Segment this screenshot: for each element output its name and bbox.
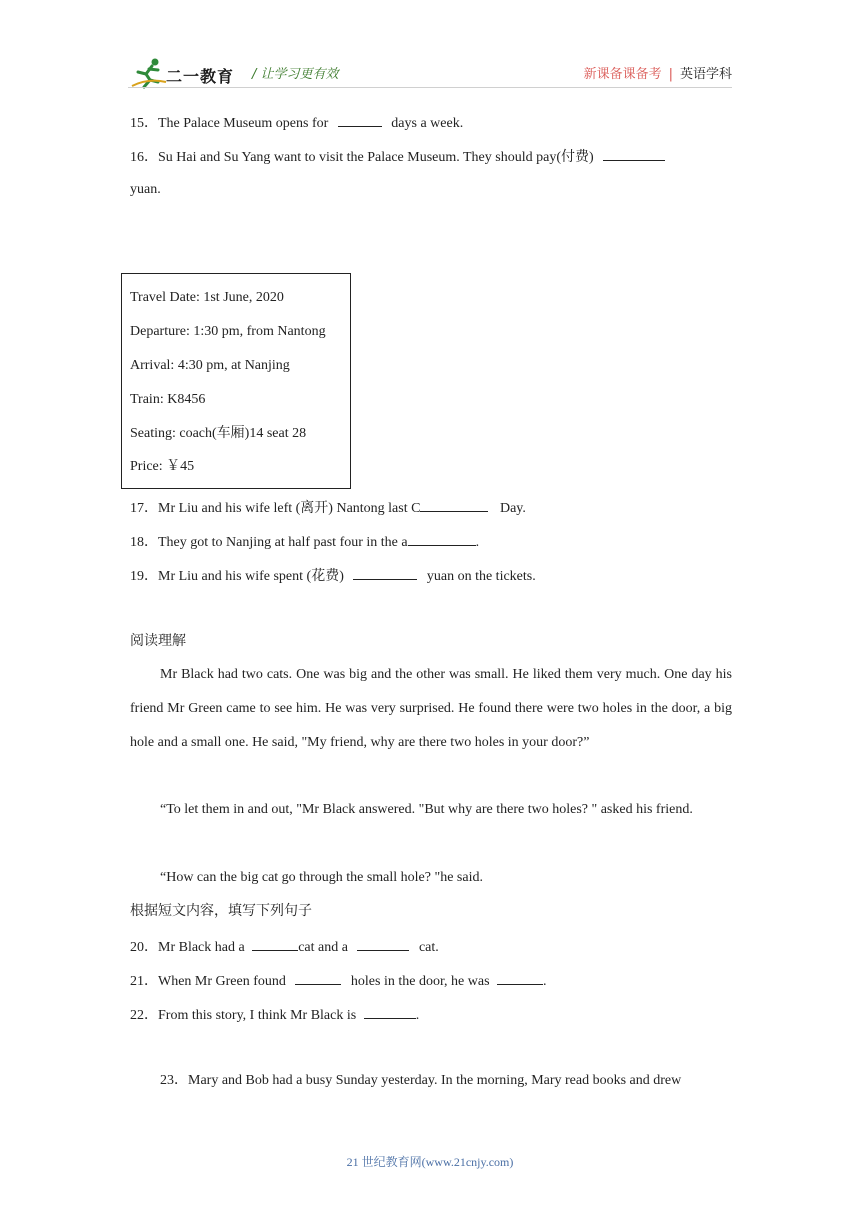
reading-paragraph: “To let them in and out, "Mr Black answered. "But why are there two holes? " asked his friend. xyxy=(160,802,693,817)
question-number: 17． xyxy=(130,501,158,516)
question-text: They got to Nanjing at half past four in the a xyxy=(158,535,408,550)
ticket-line: Arrival: 4:30 pm, at Nanjing xyxy=(130,358,290,373)
answer-blank[interactable] xyxy=(603,146,665,161)
question-number: 21． xyxy=(130,974,158,989)
answer-blank[interactable] xyxy=(364,1004,416,1019)
question-text: . xyxy=(475,535,480,550)
question-number: 16． xyxy=(130,150,158,165)
question-text: Mr Black had a xyxy=(158,940,245,955)
question-text: cat and a xyxy=(298,940,348,955)
question-text: holes in the door, he was xyxy=(350,974,490,989)
ticket-line: Travel Date: 1st June, 2020 xyxy=(130,290,284,305)
question-text: When Mr Green found xyxy=(158,974,286,989)
question-text: Day. xyxy=(499,501,526,516)
question-23 xyxy=(160,1071,681,1091)
answer-blank[interactable] xyxy=(408,531,476,546)
logo-text: 二一教育 xyxy=(166,67,235,86)
train-ticket-box xyxy=(121,273,351,489)
question-text: Mary and Bob had a busy Sunday yesterday. In the morning, Mary read books and drew xyxy=(188,1073,682,1088)
ticket-line: Train: K8456 xyxy=(130,392,206,407)
question-15 xyxy=(130,112,463,134)
question-17 xyxy=(130,497,526,519)
question-number: 19． xyxy=(130,569,158,584)
answer-blank[interactable] xyxy=(420,497,488,512)
question-text: Mr Liu and his wife left (离开) Nantong last C xyxy=(158,501,421,516)
question-number: 15． xyxy=(130,116,158,131)
question-20 xyxy=(130,936,439,958)
question-text: yuan on the tickets. xyxy=(426,569,536,584)
header-right xyxy=(584,63,732,82)
question-text: Mr Liu and his wife spent (花费) xyxy=(158,569,344,584)
header-divider xyxy=(128,87,732,88)
section-title: 阅读理解 xyxy=(130,634,186,649)
answer-blank[interactable] xyxy=(338,112,382,127)
answer-blank[interactable] xyxy=(295,970,341,985)
answer-blank[interactable] xyxy=(357,936,409,951)
answer-blank[interactable] xyxy=(497,970,543,985)
question-18 xyxy=(130,531,479,553)
question-21 xyxy=(130,970,547,992)
page-header xyxy=(128,56,732,90)
subject-label: 英语学科 xyxy=(679,67,732,82)
question-16 xyxy=(130,146,665,168)
question-text: . xyxy=(415,1008,420,1023)
question-number: 20． xyxy=(130,940,158,955)
question-text: days a week. xyxy=(391,116,464,131)
question-text: cat. xyxy=(418,940,439,955)
instruction: 根据短文内容，填写下列句子 xyxy=(130,904,312,919)
question-number: 23． xyxy=(160,1073,188,1088)
answer-blank[interactable] xyxy=(353,565,417,580)
header-separator: | xyxy=(668,67,673,82)
question-16-continuation: yuan. xyxy=(130,182,161,197)
reading-paragraph: Mr Black had two cats. One was big and the other was small. He liked them very much. One day his friend Mr Green came to see him. He was very surprised. He found there were two holes in the door, a big hole and a small one. He said, "My friend, why are there two holes in your door?” xyxy=(130,667,732,750)
question-text: . xyxy=(543,974,547,989)
ticket-line: Seating: coach(车厢)14 seat 28 xyxy=(130,426,307,441)
exam-label: 新课备课备考 xyxy=(583,67,662,82)
question-text: From this story, I think Mr Black is xyxy=(158,1008,357,1023)
reading-paragraph: “How can the big cat go through the small hole? "he said. xyxy=(160,870,483,885)
ticket-line: Price: ￥45 xyxy=(130,459,195,474)
question-text: Su Hai and Su Yang want to visit the Palace Museum. They should pay(付费) xyxy=(158,150,594,165)
ticket-line: Departure: 1:30 pm, from Nantong xyxy=(130,324,326,339)
brand-logo xyxy=(128,56,238,90)
question-number: 18． xyxy=(130,535,158,550)
question-19 xyxy=(130,565,536,587)
runner-logo-icon xyxy=(128,56,168,90)
question-number: 22． xyxy=(130,1008,158,1023)
page-footer: 21 世纪教育网(www.21cnjy.com) xyxy=(346,1155,514,1169)
slogan: / 让学习更有效 xyxy=(252,67,339,82)
question-text: The Palace Museum opens for xyxy=(158,116,329,131)
answer-blank[interactable] xyxy=(252,936,298,951)
question-22 xyxy=(130,1004,419,1026)
